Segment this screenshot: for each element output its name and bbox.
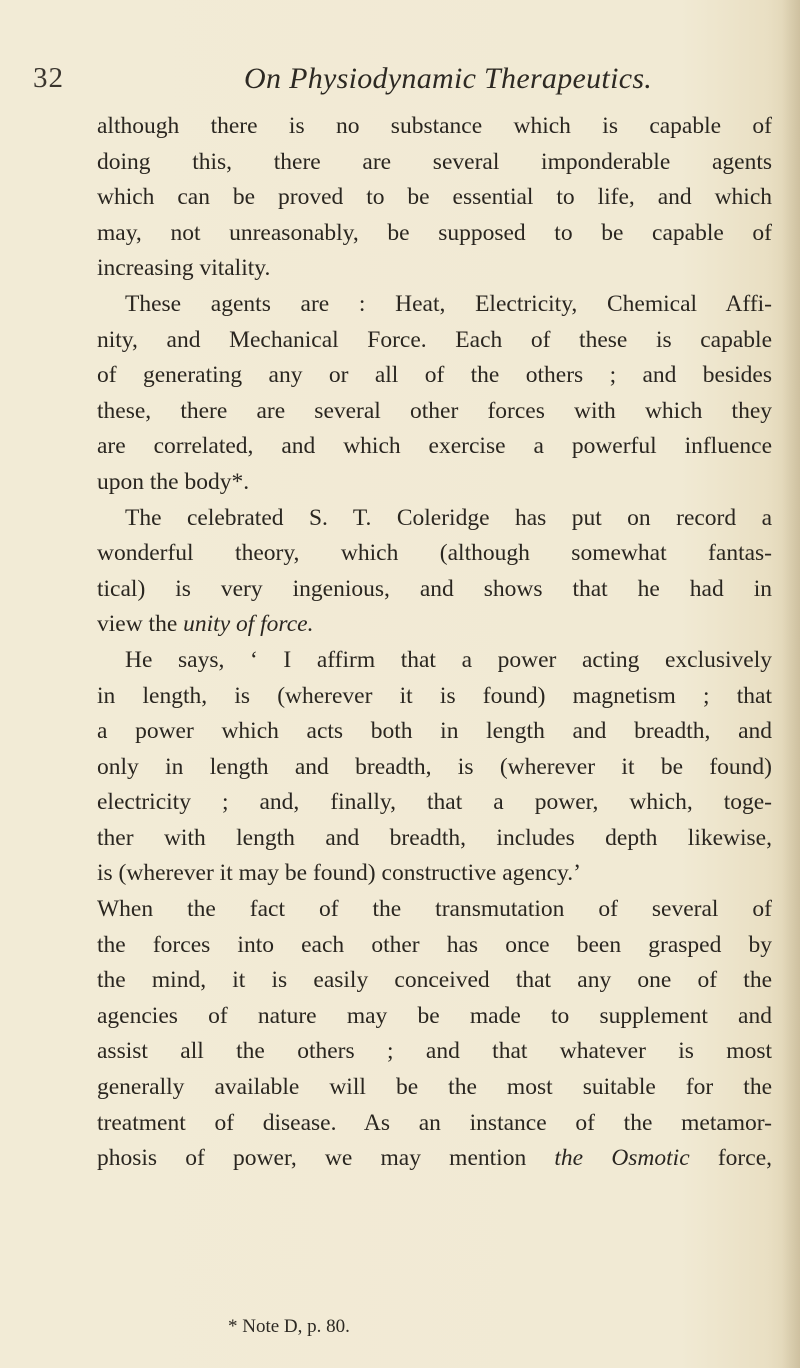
text-line-content: electricity ; and, finally, that a power, which, toge- bbox=[97, 789, 772, 816]
text-line bbox=[97, 572, 772, 608]
text-line bbox=[97, 287, 772, 323]
text-line bbox=[97, 216, 772, 252]
text-line-content: phosis of power, we may mention the Osmotic force, bbox=[97, 1145, 772, 1172]
text-line bbox=[97, 856, 772, 892]
text-line-content: tical) is very ingenious, and shows that he had in bbox=[97, 575, 772, 602]
text-line bbox=[97, 643, 772, 679]
text-line-content: He says, ‘ I affirm that a power acting exclusively bbox=[125, 646, 772, 673]
text-line-content: only in length and breadth, is (wherever it be found) bbox=[97, 753, 772, 780]
text-line-content: doing this, there are several imponderable agents bbox=[97, 148, 772, 175]
text-line bbox=[97, 1106, 772, 1142]
text-line bbox=[97, 999, 772, 1035]
page-header bbox=[33, 62, 773, 110]
text-line bbox=[97, 928, 772, 964]
text-line-content: generally available will be the most suitable for the bbox=[97, 1074, 772, 1101]
text-line bbox=[97, 1141, 772, 1177]
text-line bbox=[97, 251, 772, 287]
text-line bbox=[97, 358, 772, 394]
text-line-content: may, not unreasonably, be supposed to be capable of bbox=[97, 219, 772, 246]
text-line bbox=[97, 180, 772, 216]
text-line-content: a power which acts both in length and breadth, and bbox=[97, 718, 772, 745]
text-line-content: assist all the others ; and that whatever is most bbox=[97, 1038, 772, 1065]
text-line-content: the forces into each other has once been grasped by bbox=[97, 931, 772, 958]
text-line-content: these, there are several other forces with which they bbox=[97, 397, 772, 424]
text-line bbox=[97, 750, 772, 786]
text-line bbox=[97, 892, 772, 928]
footnote: * Note D, p. 80. bbox=[228, 1316, 350, 1337]
text-line bbox=[97, 1034, 772, 1070]
text-line-content: upon the body*. bbox=[97, 468, 250, 495]
text-line-content: nity, and Mechanical Force. Each of these is capable bbox=[97, 326, 772, 353]
text-line-content: of generating any or all of the others ; and besides bbox=[97, 362, 772, 389]
text-line bbox=[97, 679, 772, 715]
text-line-content: although there is no substance which is capable of bbox=[97, 113, 772, 139]
text-line-content: agencies of nature may be made to supplement and bbox=[97, 1002, 772, 1029]
text-line bbox=[97, 785, 772, 821]
text-line bbox=[97, 465, 772, 501]
text-line-content: The celebrated S. T. Coleridge has put on record a bbox=[125, 504, 772, 531]
text-line bbox=[97, 1070, 772, 1106]
text-line bbox=[97, 429, 772, 465]
text-line-content: When the fact of the transmutation of several of bbox=[97, 896, 772, 923]
text-line-content: are correlated, and which exercise a powerful influence bbox=[97, 433, 772, 460]
text-line bbox=[97, 963, 772, 999]
text-line-content: which can be proved to be essential to life, and which bbox=[97, 184, 772, 211]
page-number: 32 bbox=[33, 62, 64, 94]
text-line bbox=[97, 501, 772, 537]
text-line bbox=[97, 821, 772, 857]
text-line-content: These agents are : Heat, Electricity, Chemical Affi- bbox=[125, 290, 772, 317]
text-line-content: wonderful theory, which (although somewhat fantas- bbox=[97, 540, 772, 567]
text-line-content: view the unity of force. bbox=[97, 611, 314, 638]
text-line bbox=[97, 394, 772, 430]
running-title: On Physiodynamic Therapeutics. bbox=[244, 62, 653, 95]
text-line-content: the mind, it is easily conceived that any one of the bbox=[97, 967, 772, 994]
text-line-content: increasing vitality. bbox=[97, 255, 271, 282]
italic-phrase: unity of force. bbox=[183, 611, 314, 638]
text-line bbox=[97, 109, 772, 145]
text-line-content: in length, is (wherever it is found) magnetism ; that bbox=[97, 682, 772, 709]
text-line-content: ther with length and breadth, includes depth likewise, bbox=[97, 824, 772, 851]
text-line bbox=[97, 536, 772, 572]
text-line-content: treatment of disease. As an instance of the metamor- bbox=[97, 1109, 772, 1136]
text-line-content: is (wherever it may be found) constructive agency.’ bbox=[97, 860, 581, 887]
text-line bbox=[97, 607, 772, 643]
text-line bbox=[97, 145, 772, 181]
text-line bbox=[97, 323, 772, 359]
page-edge-shadow bbox=[782, 0, 800, 1368]
text-line bbox=[97, 714, 772, 750]
italic-phrase: the Osmotic bbox=[554, 1145, 690, 1172]
body-text bbox=[97, 109, 772, 1177]
